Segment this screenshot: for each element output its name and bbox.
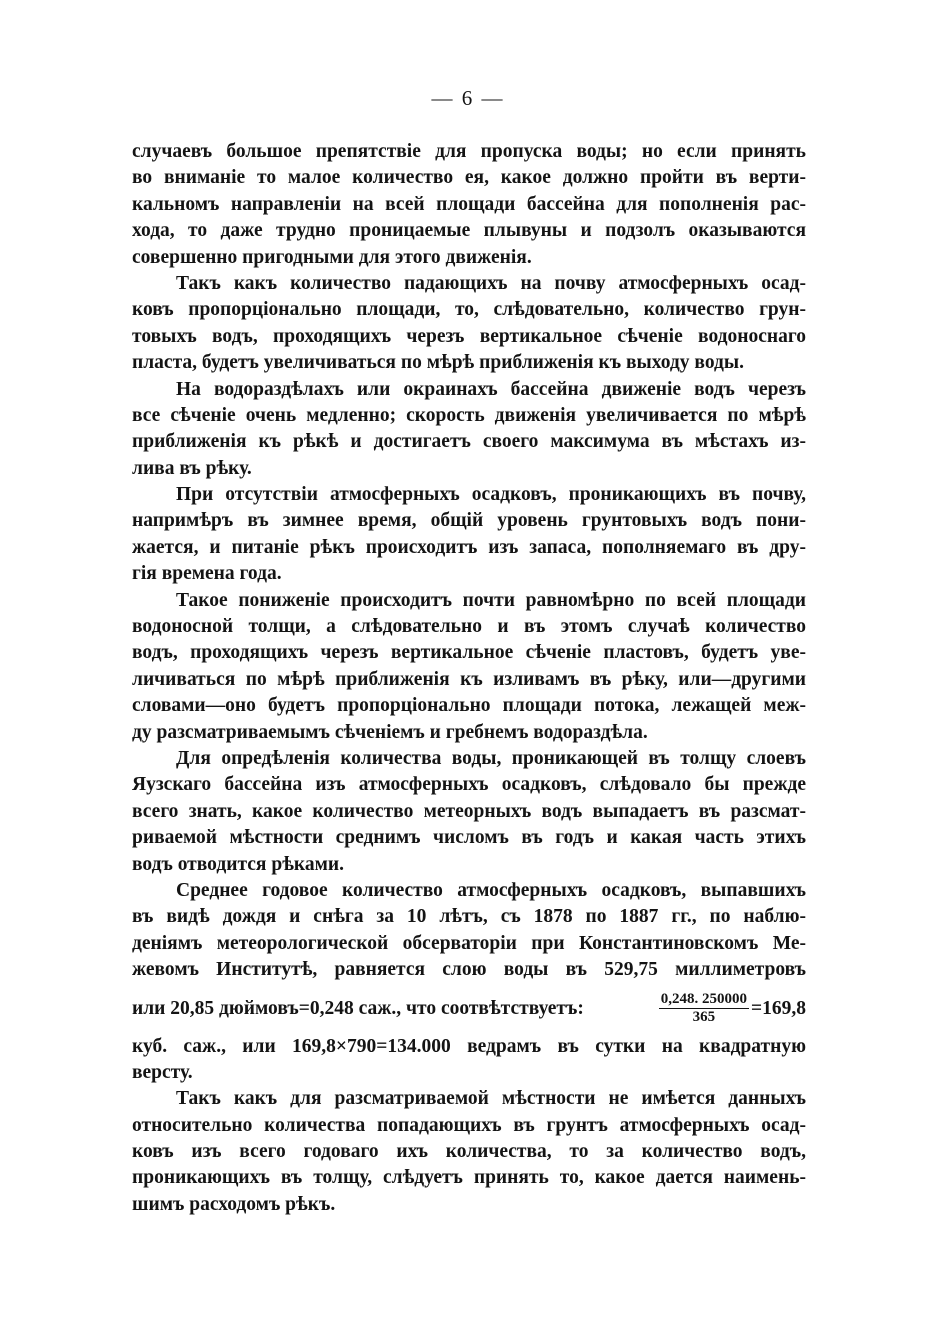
text-line: словами—оно будетъ пропорціонально площади потока, лежащей меж- [132, 695, 806, 717]
text-line: хода, то даже трудно проницаемые плывуны и подзолъ оказываются [132, 220, 806, 242]
paragraph [132, 746, 806, 878]
text-line: напримѣръ въ зимнее время, общій уровень грунтовыхъ водъ пони- [132, 510, 806, 532]
text-line: Такъ какъ для разсматриваемой мѣстности не имѣется данныхъ [176, 1088, 806, 1110]
text-line: лива въ рѣку. [132, 457, 252, 479]
text-line: гія времена года. [132, 563, 282, 585]
fraction-denominator: 365 [692, 1009, 716, 1025]
page-number: — 6 — [431, 86, 505, 110]
text-line: водоносной толщи, а слѣдовательно и въ этомъ случаѣ количество [132, 616, 806, 638]
paragraph [132, 588, 806, 746]
text-line: ду разсматриваемымъ сѣченіемъ и гребнемъ водораздѣла. [132, 721, 648, 743]
text-line: куб. саж., или 169,8×790=134.000 ведрамъ въ сутки на квадратную [132, 1035, 806, 1057]
paragraph [132, 878, 806, 1086]
text-line: Такое пониженіе происходитъ почти равномѣрно по всей площади [176, 589, 806, 611]
text-line: Яузскаго бассейна изъ атмосферныхъ осадковъ, слѣдовало бы прежде [132, 774, 806, 796]
paragraph [132, 139, 806, 271]
text-line: Такъ какъ количество падающихъ на почву атмосферныхъ осад- [176, 272, 806, 294]
fraction-numerator: 0,248. 250000 [660, 991, 747, 1007]
text-line: случаевъ большое препятствіе для пропуска воды; но если принять [132, 141, 806, 162]
text-line: При отсутствіи атмосферныхъ осадковъ, проникающихъ въ почву, [176, 484, 806, 506]
text-line: всего знать, какое количество метеорныхъ водъ выпадаетъ въ разсмат- [132, 800, 806, 822]
text-line: деніямъ метеорологической обсерваторіи при Константиновскомъ Ме- [132, 932, 806, 954]
text-line: ковъ изъ всего годоваго ихъ количества, то за количество водъ, [132, 1141, 806, 1163]
formula-line [132, 984, 806, 1034]
paragraph [132, 271, 806, 377]
text-line: шимъ расходомъ рѣкъ. [132, 1193, 336, 1215]
text-line: жевомъ Институтѣ, равняется слою воды въ 529,75 миллиметровъ [132, 959, 806, 981]
text-line: въ видѣ дождя и снѣга за 10 лѣтъ, съ 1878 по 1887 гг., по наблю- [132, 906, 806, 928]
text-line: пласта, будетъ увеличиваться по мѣрѣ приближенія къ выходу воды. [132, 352, 744, 374]
text-line: На водораздѣлахъ или окраинахъ бассейна движеніе водъ черезъ [176, 378, 806, 400]
text-line: жается, и питаніе рѣкъ происходитъ изъ запаса, пополняемаго въ дру- [132, 536, 806, 558]
text-line: кальномъ направленіи на всей площади бассейна для пополненія рас- [132, 193, 806, 215]
text-line: все сѣченіе очень медленно; скорость движенія увеличивается по мѣрѣ [132, 404, 806, 426]
text-line: водъ, проходящихъ черезъ вертикальное сѣченіе пластовъ, будетъ уве- [132, 642, 806, 664]
text-line: относительно количества попадающихъ въ грунтъ атмосферныхъ осад- [132, 1114, 806, 1136]
text-line: Среднее годовое количество атмосферныхъ осадковъ, выпавшихъ [176, 879, 806, 901]
text-line: водъ отводится рѣками. [132, 853, 344, 875]
formula-prefix: или 20,85 дюймовъ=0,248 саж., что соотвѣтствуетъ: [132, 997, 584, 1019]
text-line: товыхъ водъ, проходящихъ черезъ вертикальное сѣченіе водоноснаго [132, 325, 806, 347]
paragraph [132, 1086, 806, 1218]
paragraph [132, 482, 806, 588]
text-line: совершенно пригодными для этого движенія. [132, 246, 532, 268]
text-line: приближенія къ рѣкѣ и достигаетъ своего максимума въ мѣстахъ из- [132, 431, 806, 453]
text-line: ковъ пропорціонально площади, то, слѣдовательно, количество грун- [132, 299, 806, 321]
text-line: личиваться по мѣрѣ приближенія къ изливамъ въ рѣку, или—другими [132, 668, 806, 690]
text-line: проникающихъ въ толщу, слѣдуетъ принять то, какое дается наимень- [132, 1167, 806, 1189]
paragraph [132, 377, 806, 483]
text-line: Для опредѣленія количества воды, проникающей въ толщу слоевъ [176, 747, 806, 769]
text-body [132, 139, 806, 1218]
text-line: во вниманіе то малое количество ея, какое должно пройти въ верти- [132, 167, 806, 189]
formula-result: =169,8 [751, 997, 806, 1019]
text-line: версту. [132, 1061, 193, 1083]
fraction [659, 991, 749, 1026]
text-line: риваемой мѣстности среднимъ числомъ въ годъ и какая часть этихъ [132, 827, 806, 849]
